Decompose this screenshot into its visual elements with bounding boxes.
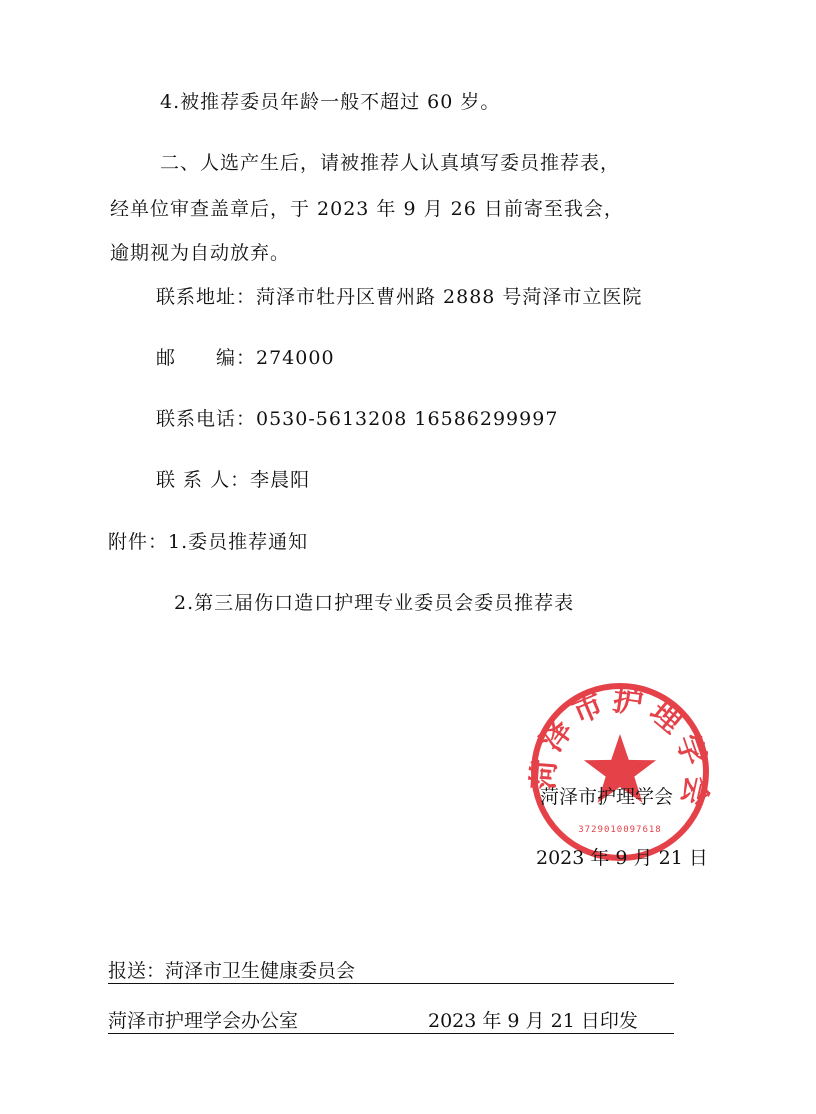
contact-address: 联系地址：菏泽市牡丹区曹州路 2888 号菏泽市立医院 bbox=[156, 286, 643, 308]
footer-issue-date: 2023 年 9 月 21 日印发 bbox=[428, 1010, 638, 1032]
signing-organization: 菏泽市护理学会 bbox=[540, 786, 674, 808]
paragraph-2-line-2: 经单位审查盖章后，于 2023 年 9 月 26 日前寄至我会， bbox=[110, 198, 624, 220]
contact-phone: 联系电话：0530-5613208 16586299997 bbox=[156, 408, 559, 430]
footer-issuer: 菏泽市护理学会办公室 bbox=[108, 1010, 299, 1032]
official-seal bbox=[520, 672, 720, 872]
item-4: 4.被推荐委员年龄一般不超过 60 岁。 bbox=[160, 91, 501, 113]
footer-divider-1 bbox=[108, 983, 674, 984]
footer-cc: 报送：菏泽市卫生健康委员会 bbox=[108, 960, 356, 982]
paragraph-2-line-1: 二、人选产生后，请被推荐人认真填写委员推荐表， bbox=[160, 152, 621, 174]
seal-text: 菏泽市护理学会 bbox=[525, 682, 715, 815]
footer-divider-2 bbox=[108, 1033, 674, 1034]
attachment-2: 2.第三届伤口造口护理专业委员会委员推荐表 bbox=[174, 592, 575, 614]
postcode: 邮 编：274000 bbox=[156, 347, 335, 369]
paragraph-2-line-3: 逾期视为自动放弃。 bbox=[110, 242, 291, 264]
contact-person: 联 系 人：李晨阳 bbox=[156, 469, 311, 491]
seal-number: 3729010097618 bbox=[578, 825, 662, 835]
attachment-1: 附件：1.委员推荐通知 bbox=[108, 531, 309, 553]
signing-date: 2023 年 9 月 21 日 bbox=[536, 847, 708, 869]
